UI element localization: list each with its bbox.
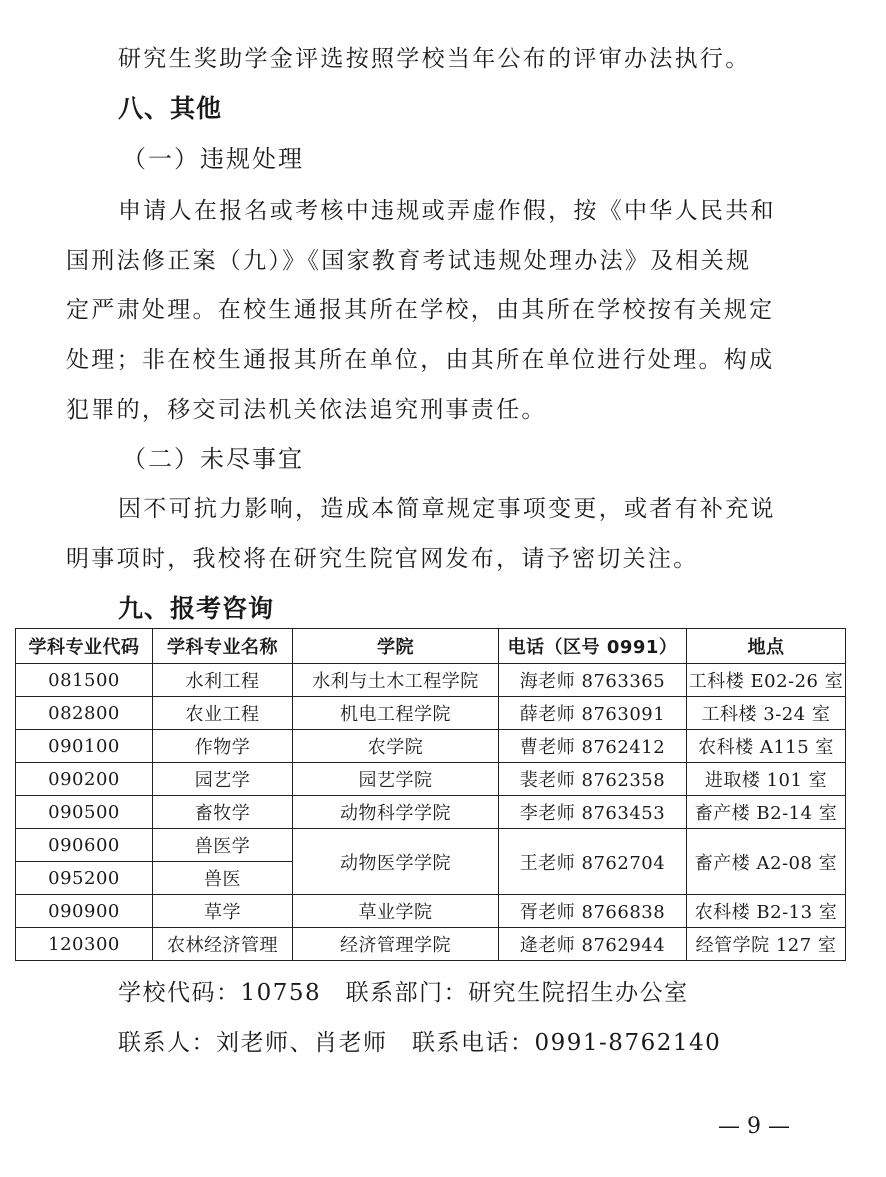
cell-name: 园艺学 (153, 763, 293, 796)
table-row (16, 664, 846, 697)
cell-phone: 薛老师 8763091 (499, 697, 687, 730)
cell-phone: 裴老师 8762358 (499, 763, 687, 796)
cell-name: 兽医 (153, 862, 293, 895)
cell-college: 园艺学院 (293, 763, 499, 796)
cell-place: 经管学院 127 室 (687, 928, 846, 961)
header-place: 地点 (687, 629, 846, 664)
header-phone: 电话（区号 0991） (499, 629, 687, 664)
cell-name: 草学 (153, 895, 293, 928)
cell-phone: 李老师 8763453 (499, 796, 687, 829)
cell-code: 090500 (16, 796, 153, 829)
cell-phone: 逄老师 8762944 (499, 928, 687, 961)
paragraph-line: 犯罪的，移交司法机关依法追究刑事责任。 (66, 397, 547, 423)
subsection-heading-2: （二）未尽事宜 (122, 445, 304, 473)
cell-code: 090200 (16, 763, 153, 796)
section-heading-9: 九、报考咨询 (118, 594, 275, 623)
cell-place: 进取楼 101 室 (687, 763, 846, 796)
cell-phone: 海老师 8763365 (499, 664, 687, 697)
contact-table (15, 628, 846, 961)
paragraph-line: 处理；非在校生通报其所在单位，由其所在单位进行处理。构成 (66, 347, 775, 373)
table-row (16, 796, 846, 829)
table-row (16, 895, 846, 928)
footer-contact: 联系人：刘老师、肖老师 联系电话：0991-8762140 (118, 1030, 722, 1056)
cell-college: 动物科学学院 (293, 796, 499, 829)
cell-name: 作物学 (153, 730, 293, 763)
paragraph-line: 定严肃处理。在校生通报其所在学校，由其所在学校按有关规定 (66, 297, 775, 323)
cell-college: 动物医学学院 (293, 829, 499, 895)
cell-name: 畜牧学 (153, 796, 293, 829)
paragraph-line: 因不可抗力影响，造成本简章规定事项变更，或者有补充说 (118, 496, 776, 522)
cell-college: 农学院 (293, 730, 499, 763)
cell-code: 120300 (16, 928, 153, 961)
cell-place: 工科楼 3-24 室 (687, 697, 846, 730)
paragraph-line: 国刑法修正案（九）》《国家教育考试违规处理办法》及相关规 (66, 248, 752, 274)
cell-name: 农林经济管理 (153, 928, 293, 961)
cell-college: 水利与土木工程学院 (293, 664, 499, 697)
cell-code: 081500 (16, 664, 153, 697)
table-row (16, 928, 846, 961)
cell-code: 090900 (16, 895, 153, 928)
subsection-heading-1: （一）违规处理 (122, 145, 304, 173)
cell-code: 090600 (16, 829, 153, 862)
table-row (16, 763, 846, 796)
cell-phone: 曹老师 8762412 (499, 730, 687, 763)
paragraph-line: 研究生奖助学金评选按照学校当年公布的评审办法执行。 (118, 46, 751, 72)
cell-code: 095200 (16, 862, 153, 895)
cell-name: 农业工程 (153, 697, 293, 730)
cell-college: 草业学院 (293, 895, 499, 928)
cell-place: 农科楼 A115 室 (687, 730, 846, 763)
cell-college: 机电工程学院 (293, 697, 499, 730)
cell-name: 水利工程 (153, 664, 293, 697)
cell-place: 农科楼 B2-13 室 (687, 895, 846, 928)
cell-code: 082800 (16, 697, 153, 730)
cell-name: 兽医学 (153, 829, 293, 862)
section-heading-8: 八、其他 (118, 94, 223, 123)
table-row (16, 730, 846, 763)
page-number: — 9 — (718, 1114, 790, 1139)
cell-place: 畜产楼 B2-14 室 (687, 796, 846, 829)
header-code: 学科专业代码 (16, 629, 153, 664)
cell-phone: 王老师 8762704 (499, 829, 687, 895)
header-name: 学科专业名称 (153, 629, 293, 664)
paragraph-line: 明事项时，我校将在研究生院官网发布，请予密切关注。 (66, 546, 699, 572)
table-header-row (16, 629, 846, 664)
cell-place: 工科楼 E02-26 室 (687, 664, 846, 697)
cell-phone: 胥老师 8766838 (499, 895, 687, 928)
table-row (16, 829, 846, 862)
footer-school-code: 学校代码：10758 联系部门：研究生院招生办公室 (118, 980, 689, 1006)
cell-code: 090100 (16, 730, 153, 763)
cell-college: 经济管理学院 (293, 928, 499, 961)
header-college: 学院 (293, 629, 499, 664)
paragraph-line: 申请人在报名或考核中违规或弄虚作假，按《中华人民共和 (118, 198, 776, 224)
cell-place: 畜产楼 A2-08 室 (687, 829, 846, 895)
table-row (16, 697, 846, 730)
